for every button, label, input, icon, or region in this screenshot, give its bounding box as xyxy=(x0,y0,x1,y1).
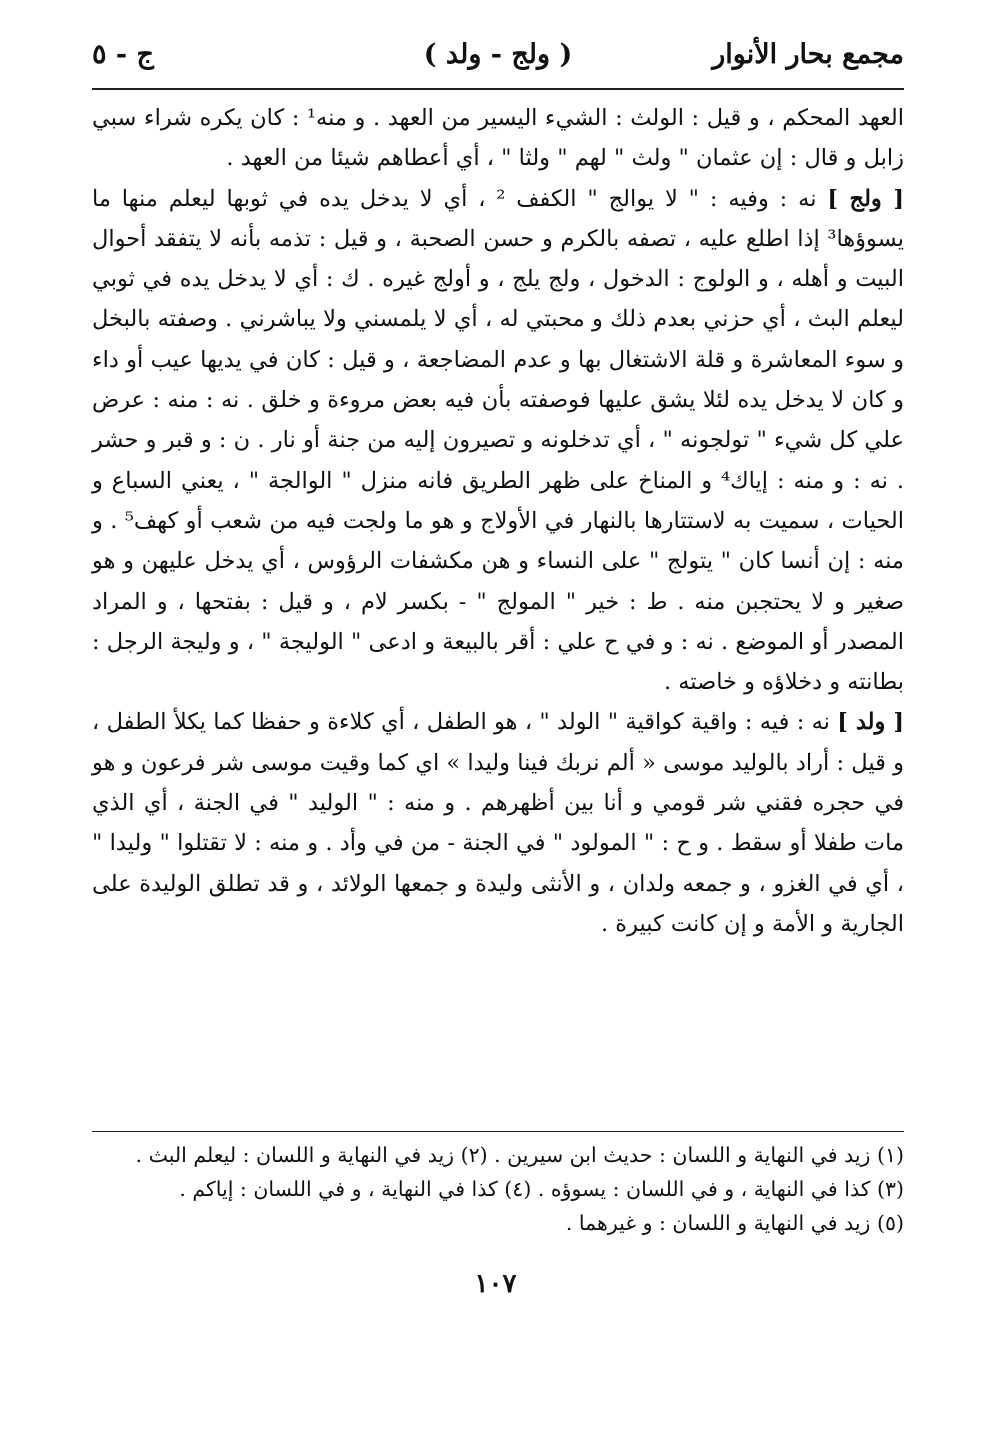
book-title: مجمع بحار الأنوار xyxy=(712,39,904,70)
volume-label: ج - ٥ xyxy=(92,39,154,70)
footnotes xyxy=(92,1138,904,1240)
footnote-line: (٣) كذا في النهاية ، و في اللسان : يسوؤه . (٤) كذا في النهاية ، و في اللسان : إياكم . xyxy=(179,1177,904,1201)
entry-heading-walada: [ ولد ] xyxy=(837,709,905,736)
entry-heading-walaja: [ ولج ] xyxy=(827,185,904,212)
main-text xyxy=(92,98,904,944)
footnote-line: (١) زيد في النهاية و اللسان : حديث ابن سيرين . (٢) زيد في النهاية و اللسان : ليعلم البث . xyxy=(135,1143,904,1167)
entry-text-walada: نه : فيه : واقية كواقية " الولد " ، هو الطفل ، أي كلاءة و حفظا كما يكلأ الطفل ، و قيل : أراد بالوليد موسى « ألم نربك فينا وليدا » اي كما وقيت موسى شر فرعون و هو في حجره فقني شر قومي و أنا بين أظهرهم . و منه : " الوليد " في الجنة ، أي الذي مات طفلا أو سقط . و ح : " المولود " في الجنة - من في وأد . و منه : لا تقتلوا " وليدا " ، أي في الغزو ، و جمعه ولدان ، و الأنثى وليدة و جمعها الولائد ، و قد تطلق الوليدة على الجارية و الأمة و إن كانت كبيرة . xyxy=(92,709,904,937)
entry-range: ( ولج - ولد ) xyxy=(423,39,573,70)
running-header xyxy=(92,30,904,80)
header-rule xyxy=(92,88,904,90)
entry-text-walaja: نه : وفيه : " لا يوالج " الكفف ² ، أي لا يدخل يده في ثوبها ليعلم منها ما يسوؤها³ إذا اطلع عليه ، تصفه بالكرم و حسن الصحبة ، و قيل : تذمه بأنه لا يتفقد أحوال البيت و أهله ، و الولوج : الدخول ، ولج يلج ، و أولج غيره . ك : أي لا يدخل يده في ثوبي ليعلم البث ، أي حزني بعدم ذلك و محبتي له ، أي لا يلمسني ولا يباشرني . وصفته بالبخل و سوء المعاشرة و قلة الاشتغال بها و عدم المضاجعة ، و قيل : كان في يديها عيب أو داء و كان لا يدخل يده لئلا يشق عليها فوصفته بأن فيه بعض مروءة و خلق . نه : منه : عرض علي كل شيء " تولجونه " ، أي تدخلونه و تصيرون إليه من جنة أو نار . ن : و قبر و حشر . نه : و منه : إياك⁴ و المناخ على ظهر الطريق فانه منزل " الوالجة " ، يعني السباع و الحيات ، سميت به لاستتارها بالنهار في الأولاج و هو ما ولجت فيه من شعب أو كهف⁵ . و منه : إن أنسا كان " يتولج " على النساء و هن مكشفات الرؤوس ، أي يدخل عليهن و هو صغير و لا يحتجبن منه . ط : خير " المولج " - بكسر لام ، و قيل : بفتحها ، و المراد المصدر أو الموضع . نه : و في ح علي : أقر بالبيعة و ادعى " الوليجة " ، و وليجة الرجل : بطانته و دخلاؤه و خاصته . xyxy=(92,185,904,696)
page-number: ١٠٧ xyxy=(474,1269,517,1299)
footnote-rule xyxy=(92,1131,904,1132)
footnote-line: (٥) زيد في النهاية و اللسان : و غيرهما . xyxy=(565,1211,904,1235)
entry-walaja xyxy=(92,179,904,703)
paragraph-continuation: العهد المحكم ، و قيل : الولث : الشيء اليسير من العهد . و منه¹ : كان يكره شراء سبي زابل و قال : إن عثمان " ولث " لهم " ولثا " ، أي أعطاهم شيئا من العهد . xyxy=(92,105,904,172)
entry-walada xyxy=(92,702,904,944)
